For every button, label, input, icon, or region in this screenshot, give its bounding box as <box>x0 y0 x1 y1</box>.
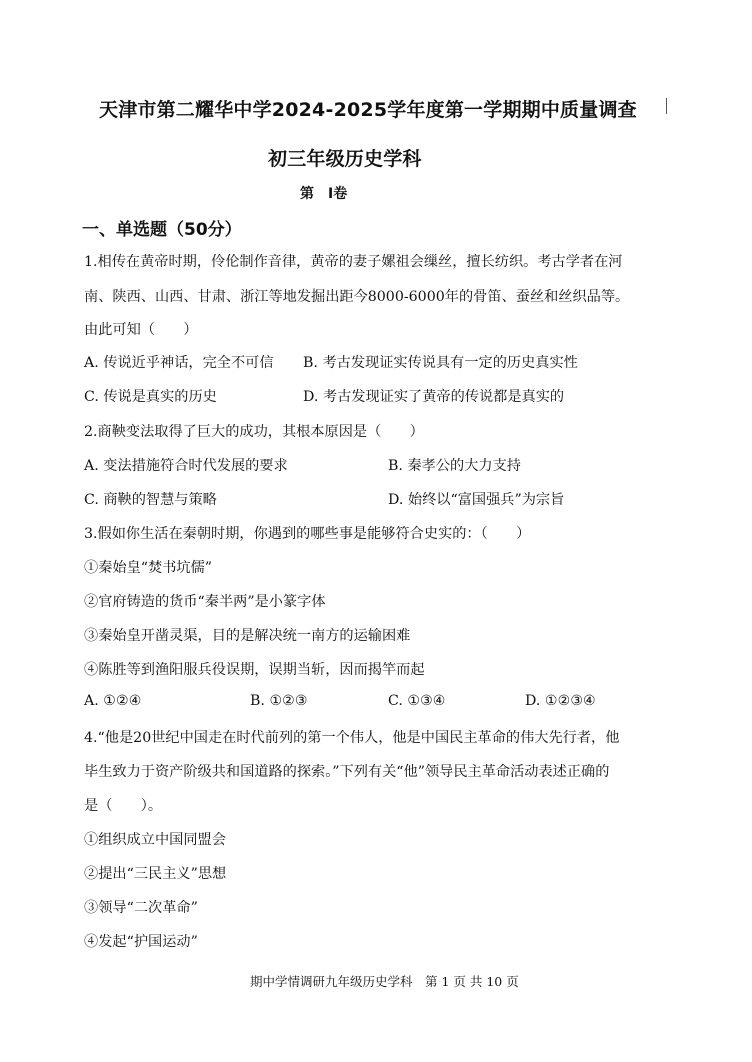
question-2-option-d: D. 始终以“富国强兵”为宗旨 <box>388 492 565 508</box>
question-3-item-1: ①秦始皇“焚书坑儒” <box>84 560 213 576</box>
question-4-item-3: ③领导“二次革命” <box>84 900 198 916</box>
question-4-line-1: 4.“他是20世纪中国走在时代前列的第一个伟人，他是中国民主革命的伟大先行者，他 <box>84 730 620 746</box>
question-2-option-a: A. 变法措施符合时代发展的要求 <box>84 458 288 474</box>
question-1-line-3: 由此可知（ ） <box>84 322 198 338</box>
question-2-option-b: B. 秦孝公的大力支持 <box>388 458 521 474</box>
question-1-option-a: A. 传说近乎神话，完全不可信 <box>84 355 274 371</box>
question-1-line-1: 1.相传在黄帝时期，伶伦制作音律，黄帝的妻子嫘祖会缫丝，擅长纺织。考古学者在河 <box>84 254 623 270</box>
question-3-option-a: A. ①②④ <box>84 693 142 709</box>
question-4-line-3: 是（ ）。 <box>84 798 163 814</box>
page-footer: 期中学情调研九年级历史学科 第 1 页 共 10 页 <box>250 974 519 989</box>
document-title-line1: 天津市第二耀华中学2024-2025学年度第一学期期中质量调查 <box>99 99 637 121</box>
question-1-option-b: B. 考古发现证实传说具有一定的历史真实性 <box>303 355 578 371</box>
question-2-option-c: C. 商鞅的智慧与策略 <box>84 492 217 508</box>
question-4-line-2: 毕生致力于资产阶级共和国道路的探索。”下列有关“他”领导民主革命活动表述正确的 <box>84 764 610 780</box>
question-4-item-4: ④发起“护国运动” <box>84 934 198 950</box>
question-3-line-1: 3.假如你生活在秦朝时期，你遇到的哪些事是能够符合史实的：（ ） <box>84 526 531 542</box>
question-3-item-4: ④陈胜等到渔阳服兵役误期，误期当斩，因而揭竿而起 <box>84 662 425 678</box>
question-3-option-b: B. ①②③ <box>250 693 308 709</box>
question-1-option-d: D. 考古发现证实了黄帝的传说都是真实的 <box>303 389 565 405</box>
question-3-item-3: ③秦始皇开凿灵渠，目的是解决统一南方的运输困难 <box>84 628 411 644</box>
cursor-mark <box>666 98 667 114</box>
question-3-item-2: ②官府铸造的货币“秦半两”是小篆字体 <box>84 594 326 610</box>
section-heading: 一、单选题（50分） <box>82 220 242 240</box>
question-3-option-d: D. ①②③④ <box>525 693 596 709</box>
question-3-option-c: C. ①③④ <box>388 693 446 709</box>
question-1-option-c: C. 传说是真实的历史 <box>84 389 217 405</box>
document-title-line2: 初三年级历史学科 <box>268 148 422 170</box>
question-1-line-2: 南、陕西、山西、甘肃、浙江等地发掘出距今8000-6000年的骨笛、蚕丝和丝织品等。 <box>84 289 630 305</box>
question-4-item-2: ②提出“三民主义”思想 <box>84 866 227 882</box>
question-2-line-1: 2.商鞅变法取得了巨大的成功，其根本原因是（ ） <box>84 424 424 440</box>
question-4-item-1: ①组织成立中国同盟会 <box>84 832 226 848</box>
volume-label: 第 Ⅰ卷 <box>300 186 348 202</box>
